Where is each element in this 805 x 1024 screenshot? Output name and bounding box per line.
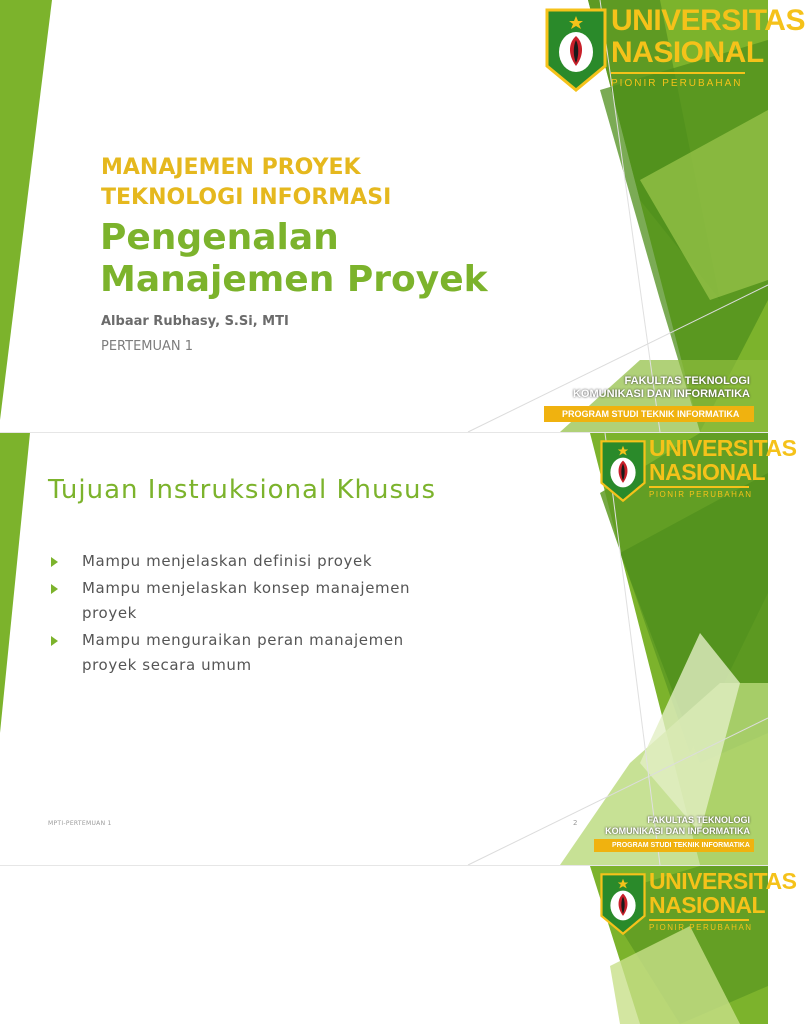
university-seal-icon — [600, 439, 646, 503]
logo-rule — [649, 486, 749, 488]
slide-1 — [0, 0, 805, 432]
course-title-line1: MANAJEMEN PROYEK — [101, 155, 361, 180]
faculty-line1: FAKULTAS TEKNOLOGI — [647, 815, 750, 825]
faculty-line2: KOMUNIKASI DAN INFORMATIKA — [605, 826, 750, 836]
author-name: Albaar Rubhasy, S.Si, MTI — [101, 314, 289, 329]
program-bar: PROGRAM STUDI TEKNIK INFORMATIKA — [594, 839, 754, 852]
topic-title-line1: Pengenalan — [100, 217, 339, 258]
list-item-text: Mampu menjelaskan definisi proyek — [82, 552, 373, 570]
logo-name-line2: NASIONAL — [649, 459, 766, 485]
list-item-text: Mampu menjelaskan konsep manajemen — [82, 579, 411, 597]
logo-name-line1: UNIVERSITAS — [649, 868, 797, 894]
logo-rule — [649, 919, 749, 921]
slide-footer: MPTI-PERTEMUAN 1 — [48, 820, 112, 827]
list-item — [48, 628, 488, 678]
bullet-arrow-icon — [51, 636, 58, 646]
list-item-text: Mampu menguraikan peran manajemen — [82, 631, 404, 649]
list-item-text-cont: proyek — [82, 604, 137, 622]
slide-2 — [0, 433, 797, 865]
university-seal-icon — [545, 8, 607, 92]
left-green-wedge — [0, 433, 30, 733]
bullet-arrow-icon — [51, 557, 58, 567]
bullet-arrow-icon — [51, 584, 58, 594]
logo-name-line2: NASIONAL — [611, 36, 764, 69]
faculty-line2: KOMUNIKASI DAN INFORMATIKA — [572, 388, 750, 400]
left-green-wedge — [0, 0, 52, 420]
topic-title-line2: Manajemen Proyek — [100, 259, 488, 300]
course-title — [101, 153, 391, 213]
course-title-line2: TEKNOLOGI INFORMASI — [101, 185, 392, 210]
logo-name-line2: NASIONAL — [649, 892, 766, 918]
page-number: 2 — [573, 819, 578, 827]
topic-title — [100, 217, 488, 301]
objectives-list — [48, 549, 488, 680]
slide-3 — [0, 866, 797, 1024]
program-bar: PROGRAM STUDI TEKNIK INFORMATIKA — [544, 406, 754, 422]
slide-title: Tujuan Instruksional Khusus — [48, 475, 437, 505]
list-item — [48, 549, 488, 574]
logo-rule — [611, 72, 745, 74]
meeting-label: PERTEMUAN 1 — [101, 339, 194, 354]
faculty-line1: FAKULTAS TEKNOLOGI — [624, 375, 750, 387]
logo-tagline: PIONIR PERUBAHAN — [649, 490, 753, 499]
logo-name-line1: UNIVERSITAS — [649, 435, 797, 461]
logo-tagline: PIONIR PERUBAHAN — [649, 923, 753, 932]
list-item-text-cont: proyek secara umum — [82, 656, 252, 674]
logo-tagline: PIONIR PERUBAHAN — [611, 78, 743, 89]
logo-name-line1: UNIVERSITAS — [611, 4, 805, 37]
list-item — [48, 576, 488, 626]
university-seal-icon — [600, 872, 646, 936]
